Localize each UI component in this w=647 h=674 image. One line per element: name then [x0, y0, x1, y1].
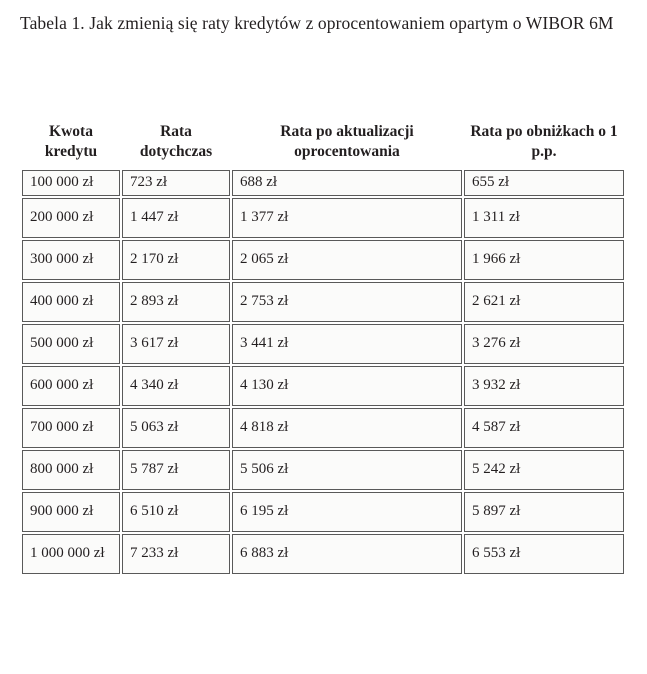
cell-current-instalment: 6 510 zł [122, 492, 230, 532]
cell-current-instalment: 4 340 zł [122, 366, 230, 406]
cell-reduced-instalment: 2 621 zł [464, 282, 624, 322]
cell-amount: 300 000 zł [22, 240, 120, 280]
rates-table-container [20, 120, 626, 576]
table-body [22, 170, 624, 574]
cell-reduced-instalment: 655 zł [464, 170, 624, 196]
cell-current-instalment: 723 zł [122, 170, 230, 196]
table-row [22, 170, 624, 196]
cell-current-instalment: 2 170 zł [122, 240, 230, 280]
cell-current-instalment: 2 893 zł [122, 282, 230, 322]
cell-amount: 1 000 000 zł [22, 534, 120, 574]
cell-current-instalment: 3 617 zł [122, 324, 230, 364]
cell-reduced-instalment: 6 553 zł [464, 534, 624, 574]
table-row [22, 534, 624, 574]
cell-amount: 400 000 zł [22, 282, 120, 322]
cell-current-instalment: 5 063 zł [122, 408, 230, 448]
cell-amount: 100 000 zł [22, 170, 120, 196]
cell-amount: 800 000 zł [22, 450, 120, 490]
cell-reduced-instalment: 3 932 zł [464, 366, 624, 406]
cell-updated-instalment: 4 818 zł [232, 408, 462, 448]
column-header-rata-po-obnizkach: Rata po obniżkach o 1 p.p. [470, 123, 618, 160]
table-row [22, 240, 624, 280]
cell-updated-instalment: 4 130 zł [232, 366, 462, 406]
column-header-rata-po-aktualizacji: Rata po aktualizacji oprocentowania [280, 123, 414, 160]
cell-amount: 500 000 zł [22, 324, 120, 364]
cell-current-instalment: 5 787 zł [122, 450, 230, 490]
cell-amount: 200 000 zł [22, 198, 120, 238]
table-row [22, 198, 624, 238]
table-row [22, 282, 624, 322]
cell-current-instalment: 7 233 zł [122, 534, 230, 574]
table-row [22, 492, 624, 532]
cell-updated-instalment: 6 195 zł [232, 492, 462, 532]
table-caption: Tabela 1. Jak zmienią się raty kredytów z oprocentowaniem opartym o WIBOR 6M [20, 13, 614, 33]
table-row [22, 366, 624, 406]
cell-amount: 900 000 zł [22, 492, 120, 532]
table-row [22, 408, 624, 448]
table-row [22, 450, 624, 490]
cell-updated-instalment: 5 506 zł [232, 450, 462, 490]
cell-updated-instalment: 2 753 zł [232, 282, 462, 322]
cell-updated-instalment: 6 883 zł [232, 534, 462, 574]
table-row [22, 324, 624, 364]
cell-reduced-instalment: 3 276 zł [464, 324, 624, 364]
cell-updated-instalment: 1 377 zł [232, 198, 462, 238]
cell-reduced-instalment: 5 242 zł [464, 450, 624, 490]
cell-current-instalment: 1 447 zł [122, 198, 230, 238]
table-head [22, 122, 624, 168]
rates-table [20, 120, 626, 576]
cell-updated-instalment: 688 zł [232, 170, 462, 196]
header-row [22, 122, 624, 168]
column-header-kwota-kredytu: Kwota kredytu [44, 123, 98, 160]
cell-reduced-instalment: 1 966 zł [464, 240, 624, 280]
cell-updated-instalment: 2 065 zł [232, 240, 462, 280]
cell-amount: 700 000 zł [22, 408, 120, 448]
cell-updated-instalment: 3 441 zł [232, 324, 462, 364]
cell-reduced-instalment: 5 897 zł [464, 492, 624, 532]
cell-amount: 600 000 zł [22, 366, 120, 406]
cell-reduced-instalment: 4 587 zł [464, 408, 624, 448]
column-header-rata-dotychczas: Rata dotychczas [139, 123, 213, 160]
cell-reduced-instalment: 1 311 zł [464, 198, 624, 238]
